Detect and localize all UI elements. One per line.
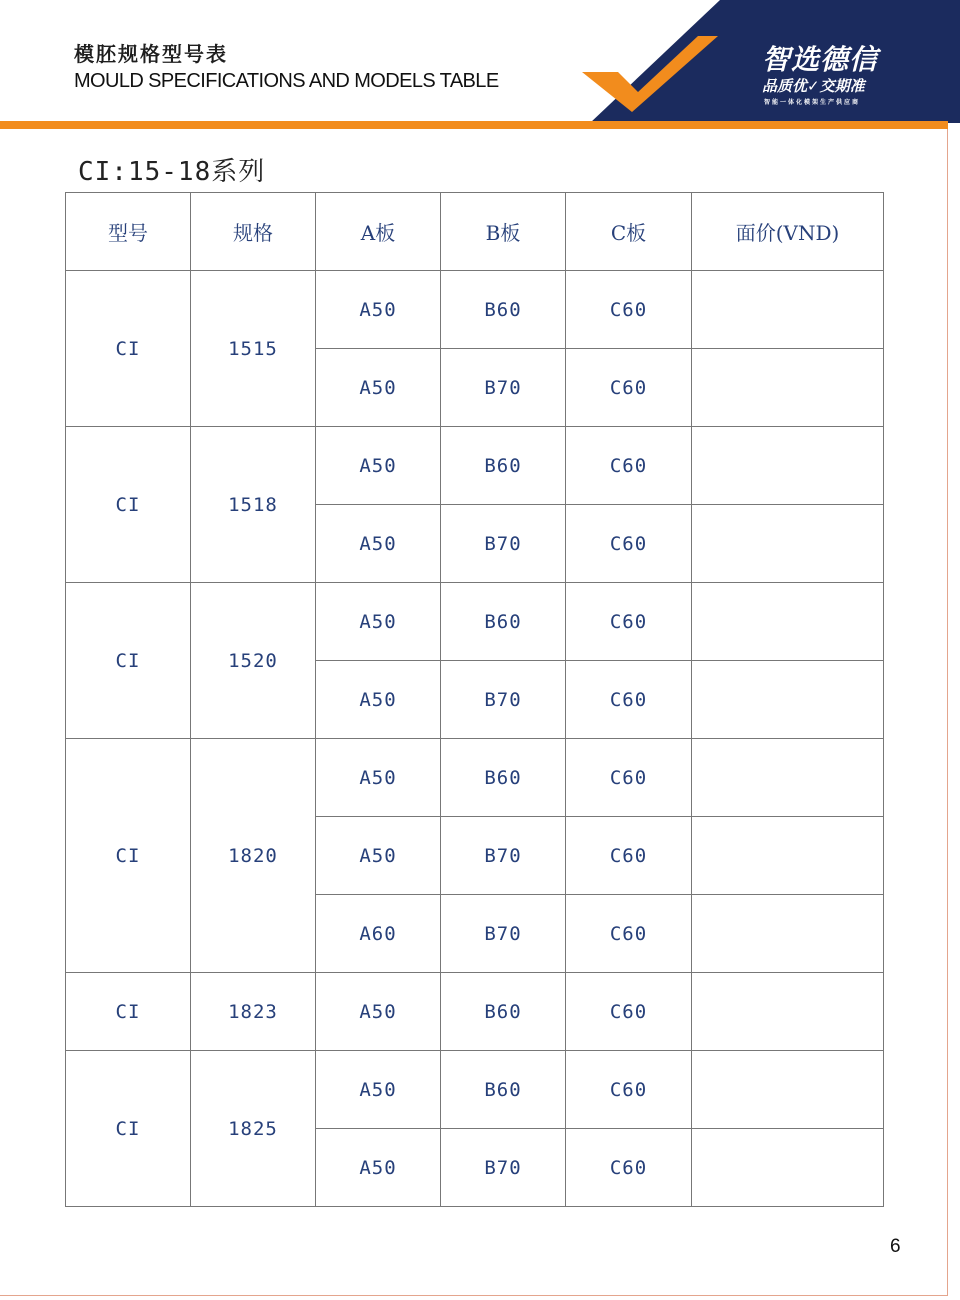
series-title: CI:15-18系列	[78, 157, 266, 187]
a-plate-cell: A50	[316, 427, 441, 505]
model-cell: CI	[66, 739, 191, 973]
spec-cell: 1518	[191, 427, 316, 583]
a-plate-cell: A50	[316, 505, 441, 583]
table-row	[66, 271, 884, 349]
model-cell: CI	[66, 271, 191, 427]
model-cell: CI	[66, 583, 191, 739]
price-cell	[692, 739, 884, 817]
b-plate-cell: B70	[441, 817, 566, 895]
c-plate-cell: C60	[566, 661, 692, 739]
table-row	[66, 583, 884, 661]
c-plate-cell: C60	[566, 1051, 692, 1129]
table-header-row	[66, 193, 884, 271]
header-b-plate: B板	[441, 193, 566, 271]
a-plate-cell: A50	[316, 817, 441, 895]
a-plate-cell: A50	[316, 1129, 441, 1207]
c-plate-cell: C60	[566, 271, 692, 349]
spec-cell: 1825	[191, 1051, 316, 1207]
c-plate-cell: C60	[566, 349, 692, 427]
price-cell	[692, 505, 884, 583]
c-plate-cell: C60	[566, 505, 692, 583]
table-row	[66, 739, 884, 817]
price-cell	[692, 895, 884, 973]
header-accent-bar	[0, 121, 948, 129]
c-plate-cell: C60	[566, 973, 692, 1051]
price-cell	[692, 583, 884, 661]
model-cell: CI	[66, 1051, 191, 1207]
spec-cell: 1520	[191, 583, 316, 739]
header-price: 面价(VND)	[692, 193, 884, 271]
b-plate-cell: B70	[441, 661, 566, 739]
table-body	[66, 271, 884, 1207]
brand-name: 智选德信	[762, 43, 879, 76]
b-plate-cell: B60	[441, 973, 566, 1051]
c-plate-cell: C60	[566, 583, 692, 661]
price-cell	[692, 1051, 884, 1129]
header-title-en: MOULD SPECIFICATIONS AND MODELS TABLE	[74, 70, 499, 92]
c-plate-cell: C60	[566, 739, 692, 817]
table-row	[66, 973, 884, 1051]
b-plate-cell: B70	[441, 349, 566, 427]
c-plate-cell: C60	[566, 1129, 692, 1207]
b-plate-cell: B70	[441, 895, 566, 973]
a-plate-cell: A50	[316, 739, 441, 817]
spec-table	[65, 192, 884, 1207]
a-plate-cell: A50	[316, 1051, 441, 1129]
c-plate-cell: C60	[566, 817, 692, 895]
b-plate-cell: B60	[441, 1051, 566, 1129]
b-plate-cell: B60	[441, 583, 566, 661]
b-plate-cell: B60	[441, 739, 566, 817]
b-plate-cell: B70	[441, 505, 566, 583]
price-cell	[692, 817, 884, 895]
table-row	[66, 427, 884, 505]
price-cell	[692, 271, 884, 349]
a-plate-cell: A50	[316, 973, 441, 1051]
a-plate-cell: A60	[316, 895, 441, 973]
header-spec: 规格	[191, 193, 316, 271]
header-c-plate: C板	[566, 193, 692, 271]
page-number: 6	[890, 1236, 901, 1257]
price-cell	[692, 1129, 884, 1207]
brand-tagline: 智能一体化模架生产供应商	[764, 99, 861, 106]
page-header	[0, 0, 960, 130]
price-cell	[692, 427, 884, 505]
a-plate-cell: A50	[316, 271, 441, 349]
c-plate-cell: C60	[566, 427, 692, 505]
spec-cell: 1820	[191, 739, 316, 973]
spec-cell: 1823	[191, 973, 316, 1051]
b-plate-cell: B60	[441, 427, 566, 505]
brand-slogan: 品质优✓交期准	[762, 77, 865, 95]
b-plate-cell: B60	[441, 271, 566, 349]
header-a-plate: A板	[316, 193, 441, 271]
a-plate-cell: A50	[316, 349, 441, 427]
a-plate-cell: A50	[316, 661, 441, 739]
header-model: 型号	[66, 193, 191, 271]
price-cell	[692, 973, 884, 1051]
spec-cell: 1515	[191, 271, 316, 427]
price-cell	[692, 349, 884, 427]
c-plate-cell: C60	[566, 895, 692, 973]
model-cell: CI	[66, 427, 191, 583]
header-title-cn: 模胚规格型号表	[74, 42, 228, 66]
a-plate-cell: A50	[316, 583, 441, 661]
b-plate-cell: B70	[441, 1129, 566, 1207]
model-cell: CI	[66, 973, 191, 1051]
table-row	[66, 1051, 884, 1129]
price-cell	[692, 661, 884, 739]
